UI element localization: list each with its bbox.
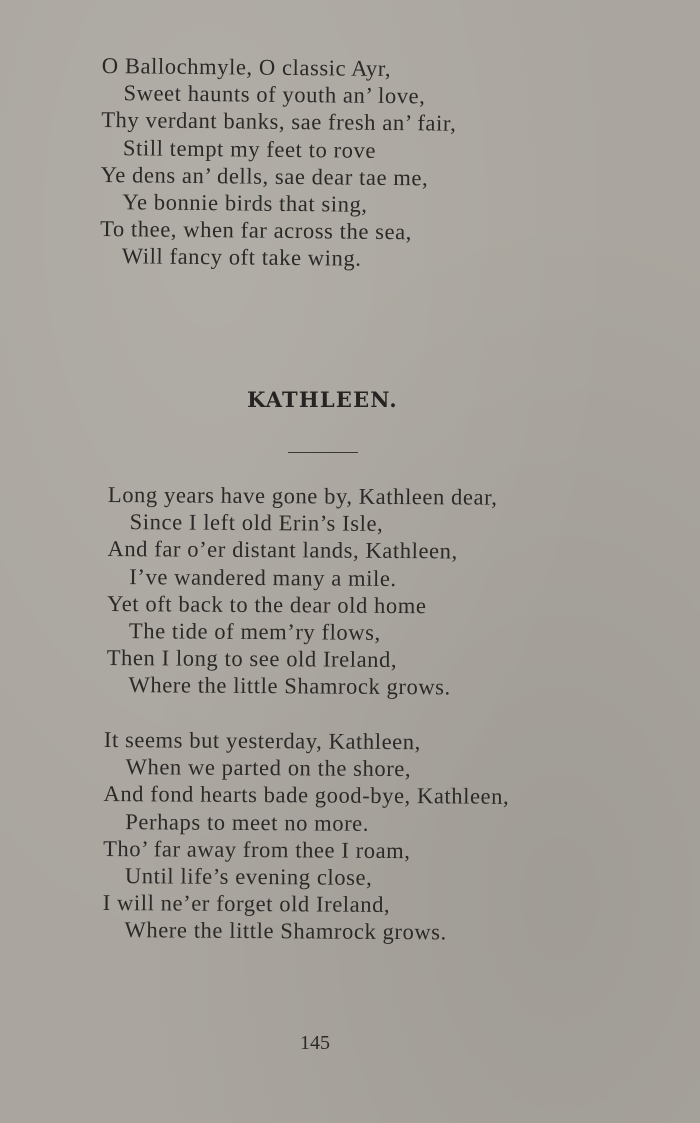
- verse-line: When we parted on the shore,: [125, 754, 412, 782]
- verse-line: Still tempt my feet to rove: [122, 134, 377, 163]
- verse-line: I will ne’er forget old Ireland,: [102, 890, 391, 918]
- verse-line: Where the little Shamrock grows.: [124, 917, 447, 945]
- title-divider: [288, 452, 358, 453]
- verse-line: I’ve wandered many a mile.: [129, 563, 397, 591]
- verse-line: And fond hearts bade good-bye, Kathleen,: [103, 781, 510, 810]
- page-number: 145: [300, 1032, 330, 1054]
- verse-line: Where the little Shamrock grows.: [128, 672, 451, 700]
- verse-line: Will fancy oft take wing.: [121, 243, 362, 272]
- verse-line: Until life’s evening close,: [124, 863, 373, 890]
- verse-line: Tho’ far away from thee I roam,: [103, 835, 411, 863]
- poem-title: KATHLEEN.: [247, 387, 398, 412]
- verse-line: Perhaps to meet no more.: [125, 808, 370, 836]
- verse-line: The tide of mem’ry flows,: [128, 618, 381, 645]
- verse-line: Yet oft back to the dear old home: [107, 590, 427, 619]
- verse-line: Thy verdant banks, sae fresh an’ fair,: [101, 107, 457, 137]
- verse-line: To thee, when far across the sea,: [100, 216, 413, 245]
- verse-line: Sweet haunts of youth an’ love,: [123, 80, 426, 109]
- verse-line: Long years have gone by, Kathleen dear,: [107, 481, 498, 510]
- verse-line: O Ballochmyle, O classic Ayr,: [101, 52, 392, 82]
- verse-line: It seems but yesterday, Kathleen,: [103, 727, 421, 755]
- verse-line: Then I long to see old Ireland,: [106, 645, 398, 673]
- verse-line: Ye bonnie birds that sing,: [122, 189, 368, 217]
- poem-stanza-1: [106, 481, 497, 701]
- poem-fragment-stanza: [100, 52, 457, 273]
- verse-line: And far o’er distant lands, Kathleen,: [107, 536, 458, 564]
- verse-line: Since I left old Erin’s Isle,: [129, 509, 384, 537]
- verse-line: Ye dens an’ dells, sae dear tae me,: [100, 161, 429, 191]
- poem-stanza-2: [102, 726, 509, 946]
